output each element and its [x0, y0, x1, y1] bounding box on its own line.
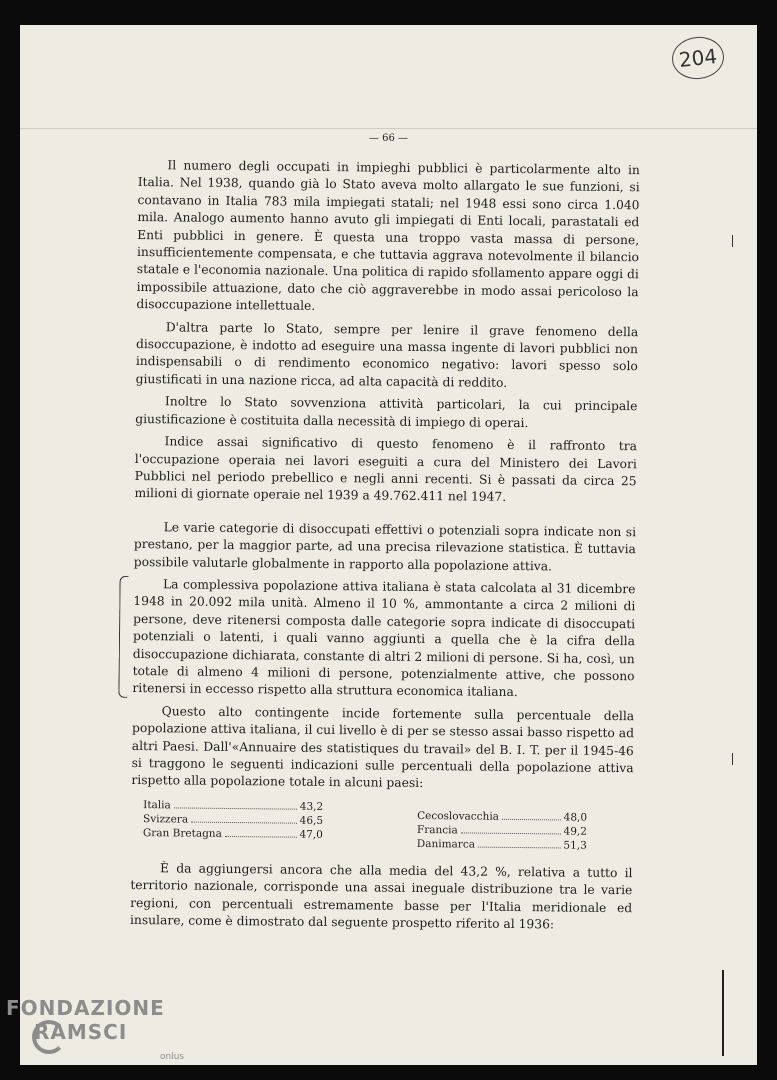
percentage-value: 48,0 — [563, 811, 588, 824]
margin-bracket — [118, 576, 128, 698]
document-page — [20, 25, 757, 1065]
folio-number: 204 — [670, 34, 726, 81]
paragraph: La complessiva popolazione attiva italiana è stata calcolata al 31 dicembre 1948 in 20.092 mila unità. Almeno il 10 %, ammontante a circa 2 milioni di persone, deve ritenersi composta dalle categorie sopra indicate di disoccupati potenziali o latenti, i quali vanno aggiunti a quella che è la cifra della disoccupazione dichiarata, constante di altri 2 milioni di persone. Si ha, così, un totale di almeno 4 milioni di persone, potenzialmente attive, che possono ritenersi in eccesso rispetto alla struttura economica italiana. — [132, 577, 636, 700]
country-name: Francia — [416, 823, 458, 837]
paragraph: D'altra parte lo Stato, sempre per lenire il grave fenomeno della disoccupazione, è indotto ad eseguire una massa ingente di lavori pubblici non indispensabili o di rendimento economico negativo: lavori spesso solo giustificati in una nazione ricca, ad alta capacità di reddito. — [135, 319, 639, 390]
country-name: Italia — [143, 798, 171, 812]
paragraph: Questo alto contingente incide fortemente sulla percentuale della popolazione attiva italiana, il cui livello è di per se stesso assai basso rispetto ad altri Paesi. Dall'«Annuaire des statistiques du travail» del B. I. T. per il 1945-46 si traggono le seguenti indicazioni sulle percentuali della popolazione attiva rispetto alla popolazione totale in alcuni paesi: — [131, 704, 635, 791]
pen-stroke-mark — [722, 970, 724, 1056]
leader-dots — [191, 812, 297, 823]
percentage-value: 46,5 — [299, 814, 324, 827]
margin-mark — [732, 235, 733, 247]
percentage-value: 51,3 — [563, 839, 587, 852]
population-stats-table — [131, 798, 633, 853]
stat-row — [417, 837, 587, 853]
watermark-line-2: RAMSCI — [34, 1020, 128, 1044]
stat-row — [143, 826, 323, 842]
paragraph: Le varie categorie di disoccupati effettivi o potenziali sopra indicate non si prestano, per la maggior parte, ad una precisa rilevazione statistica. È tuttavia possibile valutarle globalmente in rapporto alla popolazione attiva. — [133, 520, 637, 573]
leader-dots — [225, 827, 297, 838]
country-name: Svizzera — [143, 812, 189, 826]
paragraph: Inoltre lo Stato sovvenziona attività particolari, la cui principale giustificazione è costituita dalla necessità di impiego di operai. — [135, 394, 638, 430]
page-number: — 66 — — [368, 133, 409, 144]
body-text — [130, 157, 640, 935]
country-name: Gran Bretagna — [142, 826, 222, 840]
stats-column-right — [417, 809, 587, 853]
percentage-value: 47,0 — [299, 828, 323, 841]
percentage-value: 49,2 — [563, 825, 588, 838]
country-name: Cecoslovacchia — [417, 809, 500, 823]
leader-dots — [461, 823, 561, 834]
paragraph: Il numero degli occupati in impieghi pubblici è particolarmente alto in Italia. Nel 1938, quando già lo Stato aveva molto allargato le sue funzioni, si contavano in Italia 783 mila impiegati statali; nel 1948 essi sono circa 1.040 mila. Analogo aumento hanno avuto gli impiegati di Enti locali, parastatali ed Enti pubblici in genere. È questa una troppo vasta massa di persone, insufficientemente compensata, e che tuttavia aggrava notevolmente il bilancio statale e l'economia nazionale. Una politica di rapido sfollamento appare oggi di impossibile attuazione, dato che ciò aggraverebbe in modo assai pericoloso la disoccupazione intellettuale. — [136, 158, 640, 314]
leader-dots — [174, 798, 297, 809]
margin-mark — [732, 753, 733, 765]
country-name: Danimarca — [416, 837, 476, 851]
leader-dots — [502, 810, 561, 821]
watermark-small-text: onlus — [160, 1052, 185, 1062]
percentage-value: 43,2 — [299, 800, 324, 813]
fold-line — [20, 128, 757, 129]
archive-watermark — [6, 996, 186, 1076]
stats-column-left — [143, 798, 324, 850]
watermark-line-1: FONDAZIONE — [6, 996, 165, 1020]
paragraph: È da aggiungersi ancora che alla media del 43,2 %, relativa a tutto il territorio nazionale, corrisponde una assai ineguale distribuzione tra le varie regioni, con percentuali estremamente basse per l'Italia meridionale ed insulare, come è dimostrato dal seguente prospetto riferito al 1936: — [129, 861, 633, 932]
paragraph: Indice assai significativo di questo fenomeno è il raffronto tra l'occupazione operaia nei lavori eseguiti a cura del Ministero dei Lavori Pubblici nel periodo prebellico e negli anni recenti. Si è passati da circa 25 milioni di giornate operaie nel 1939 a 49.762.411 nel 1947. — [134, 434, 638, 505]
bracketed-passage — [132, 576, 635, 703]
leader-dots — [478, 837, 561, 848]
